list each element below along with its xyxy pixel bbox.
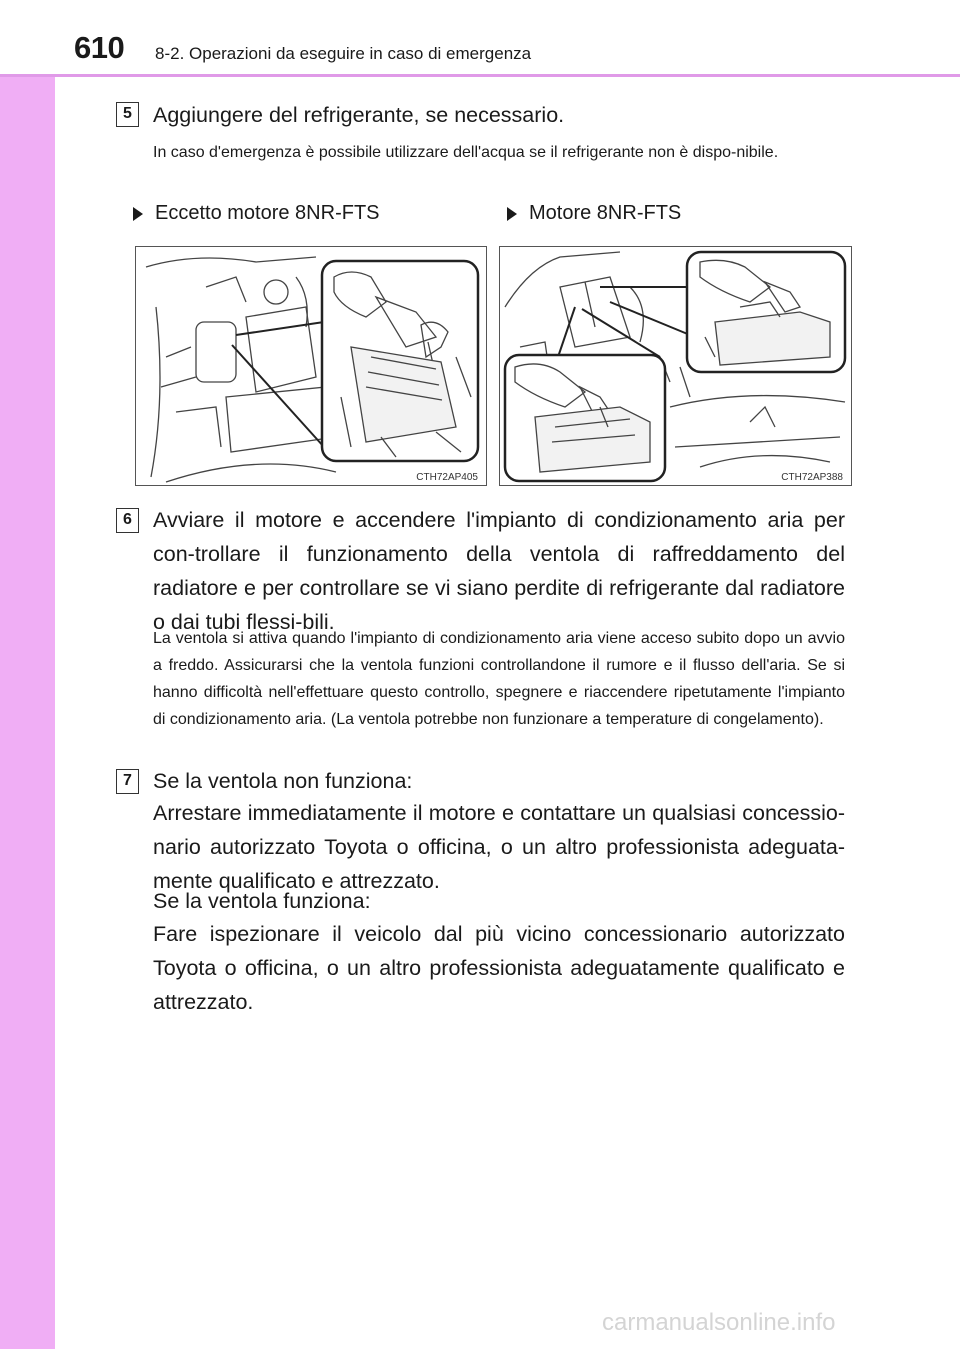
- side-tab-bar: [0, 0, 55, 1349]
- figure-code-left: CTH72AP405: [416, 472, 478, 483]
- step-7-condition-1: Se la ventola non funziona:: [153, 769, 413, 793]
- step-7-condition-2: Se la ventola funziona:: [153, 889, 371, 913]
- step-7-action-2: Fare ispezionare il veicolo dal più vicino concessionario autorizzato Toyota o officina, o un altro professionista adeguatamente qualificato e attrezzato.: [153, 922, 845, 1014]
- header-band: [0, 0, 960, 76]
- header-divider: [0, 74, 960, 77]
- engine-bay-drawing: [136, 247, 487, 486]
- variant-label-left: [133, 202, 380, 225]
- step-7-action-1: Arrestare immediatamente il motore e contattare un qualsiasi concessio-nario autorizzato Toyota o officina, o un altro professionista adeguata-mente qualificato e attrezzato.: [153, 801, 845, 893]
- triangle-bullet-icon: [133, 207, 143, 221]
- variant-right-text: Motore 8NR-FTS: [529, 202, 682, 224]
- chapter-title: 8-2. Operazioni da eseguire in caso di emergenza: [155, 44, 532, 63]
- variant-label-right: [507, 202, 681, 225]
- watermark-logo: [600, 1308, 940, 1338]
- step-6-note: La ventola si attiva quando l'impianto di condizionamento aria viene acceso subito dopo un avvio a freddo. Assicurarsi che la ventola funzioni controllandone il rumore e il flusso dell'aria. Se si hanno difficoltà nell'effettuare questo controllo, spegnere e riaccendere ripetutamente l'impianto di condizionamento aria. (La ventola potrebbe non funzionare a temperature di congelamento).: [153, 630, 845, 728]
- engine-bay-drawing: [500, 247, 852, 486]
- svg-text:carmanualsonline.info: carmanualsonline.info: [602, 1309, 836, 1336]
- engine-illustration-right: [499, 246, 852, 486]
- engine-illustration-left: [135, 246, 487, 486]
- variant-left-text: Eccetto motore 8NR-FTS: [155, 202, 380, 224]
- page-number: 610: [74, 30, 125, 65]
- step-5-heading: Aggiungere del refrigerante, se necessario.: [153, 103, 565, 127]
- step-number-7: 7: [116, 769, 139, 794]
- step-number-5: 5: [116, 102, 139, 127]
- step-5-note: In caso d'emergenza è possibile utilizzare dell'acqua se il refrigerante non è dispo-nibile.: [153, 144, 779, 161]
- step-number-6: 6: [116, 508, 139, 533]
- step-6-heading: Avviare il motore e accendere l'impianto di condizionamento aria per con-trollare il funzionamento della ventola di raffreddamento del radiatore e per controllare se vi siano perdite di refrigerante dal radiatore o dai tubi flessi-bili.: [153, 508, 845, 634]
- triangle-bullet-icon: [507, 207, 517, 221]
- figure-code-right: CTH72AP388: [781, 472, 843, 483]
